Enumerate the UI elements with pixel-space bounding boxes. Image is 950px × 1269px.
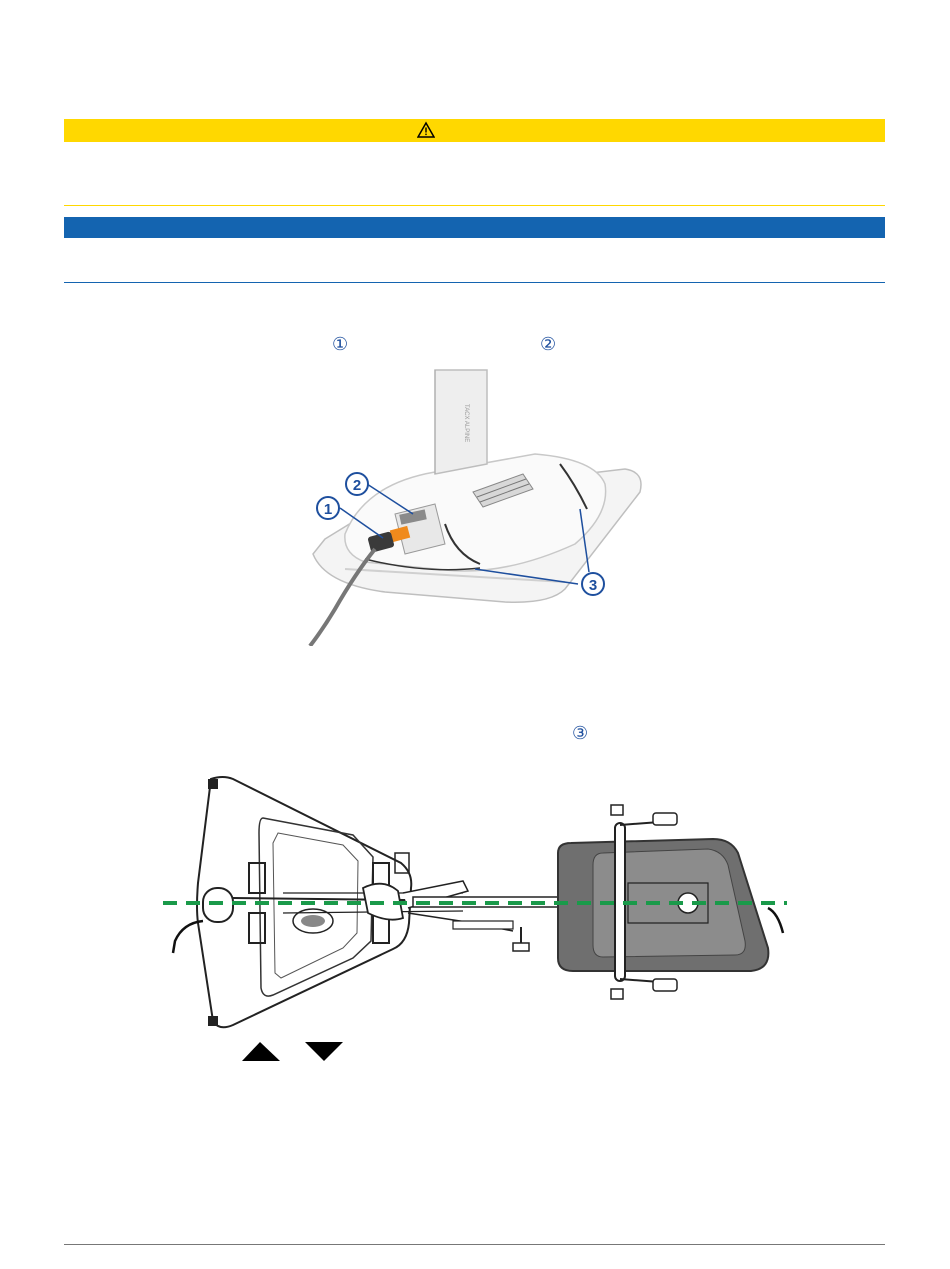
down-arrow-icon [305, 1042, 343, 1061]
arrow-buttons [240, 1040, 345, 1062]
warning-bar [64, 119, 885, 142]
callout-2: ② [540, 334, 557, 354]
tower-label: TACX ALPINE [463, 404, 469, 443]
callout-3: ③ [572, 723, 589, 743]
figure-callout-1: 1 [323, 501, 333, 518]
figure-callout-2: 2 [352, 477, 362, 494]
footer-divider [64, 1244, 885, 1245]
notice-bar [64, 217, 885, 238]
up-arrow-icon [242, 1042, 280, 1061]
warning-divider [64, 205, 885, 206]
base-power-illustration [305, 364, 645, 646]
figure-callout-3: 3 [588, 577, 598, 594]
warning-triangle-icon [417, 121, 435, 139]
bike-alignment-illustration [163, 773, 787, 1031]
notice-divider [64, 282, 885, 283]
callout-1: ① [332, 334, 349, 354]
